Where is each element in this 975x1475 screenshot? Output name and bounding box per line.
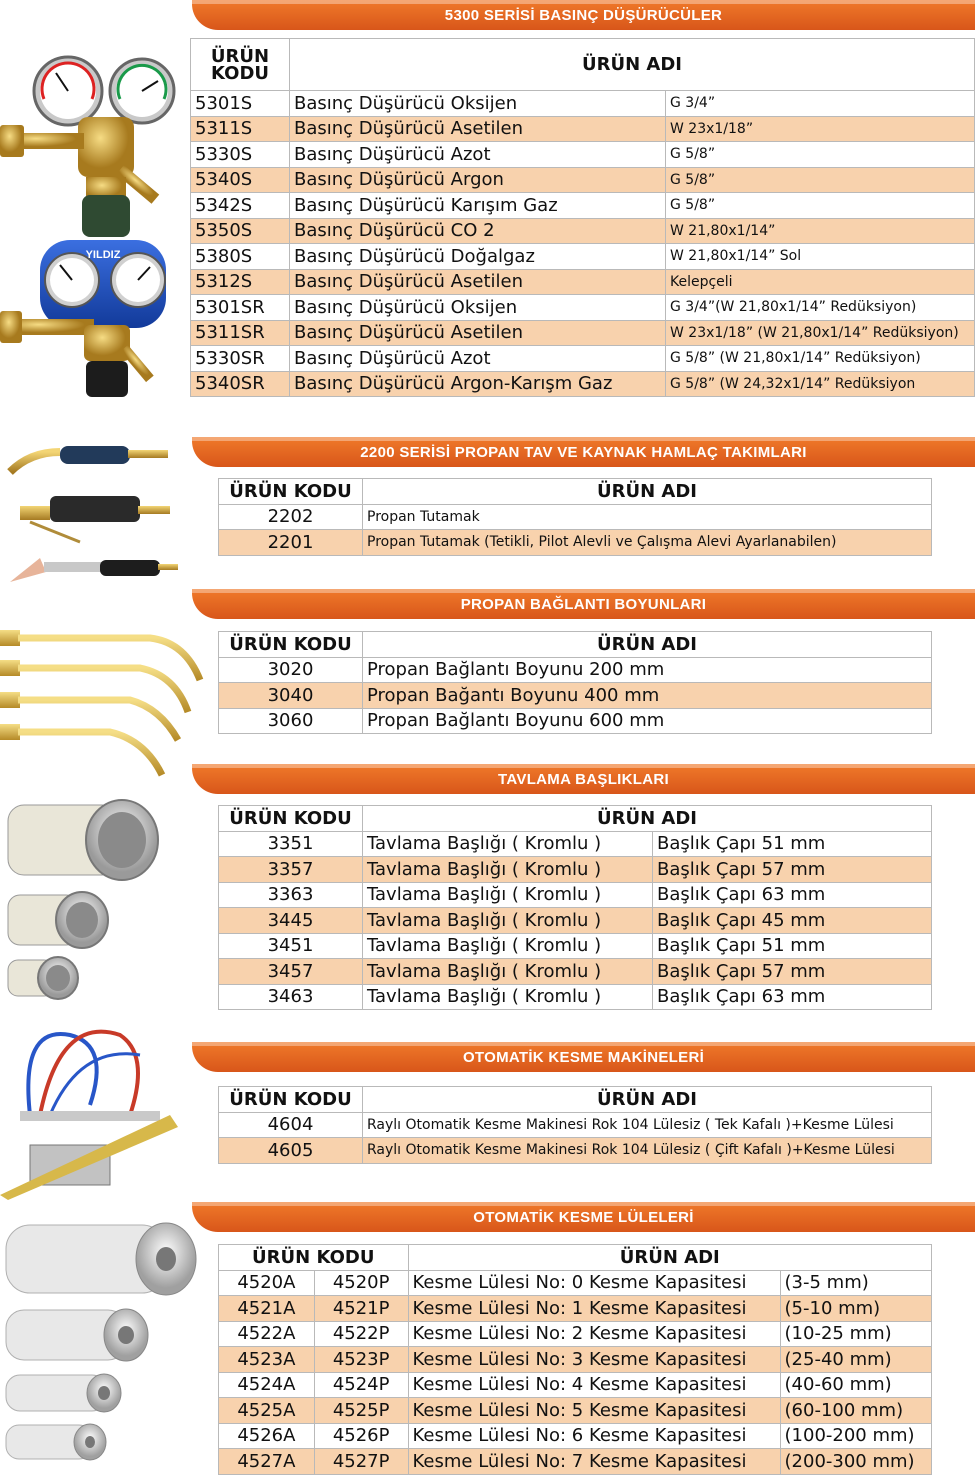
cell-name: Kesme Lülesi No: 2 Kesme Kapasitesi xyxy=(408,1321,780,1347)
cell-name: Basınç Düşürücü Argon xyxy=(290,167,666,193)
cell-spec: Başlık Çapı 51 mm xyxy=(653,831,932,857)
table-row xyxy=(219,1112,932,1138)
cell-spec: Kelepçeli xyxy=(666,269,975,295)
cell-name: Propan Bağlantı Boyunu 600 mm xyxy=(363,708,932,734)
cell-spec: G 5/8” (W 21,80x1/14” Redüksiyon) xyxy=(666,346,975,372)
cell-code: 3060 xyxy=(219,708,363,734)
product-table xyxy=(190,38,975,397)
section-banner xyxy=(192,1042,975,1072)
section-title: PROPAN BAĞLANTI BOYUNLARI xyxy=(460,595,707,613)
column-header-name: ÜRÜN ADI xyxy=(363,1087,932,1113)
cell-spec: (5-10 mm) xyxy=(780,1296,931,1322)
cell-spec: (25-40 mm) xyxy=(780,1347,931,1373)
product-table xyxy=(218,1086,932,1164)
product-table xyxy=(218,1244,932,1475)
cell-code: 3457 xyxy=(219,959,363,985)
cell-name: Basınç Düşürücü Oksijen xyxy=(290,295,666,321)
cell-name: Basınç Düşürücü Doğalgaz xyxy=(290,244,666,270)
heating-head-illustration xyxy=(0,795,170,1005)
cell-code2: 4525P xyxy=(314,1398,408,1424)
section-title: 2200 SERİSİ PROPAN TAV VE KAYNAK HAMLAÇ TAKIMLARI xyxy=(360,443,807,461)
section-title: 5300 SERİSİ BASINÇ DÜŞÜRÜCÜLER xyxy=(444,6,723,24)
cell-spec: G 5/8” xyxy=(666,193,975,219)
cell-name: Basınç Düşürücü Karışım Gaz xyxy=(290,193,666,219)
cell-name: Kesme Lülesi No: 6 Kesme Kapasitesi xyxy=(408,1423,780,1449)
cell-name: Basınç Düşürücü Asetilen xyxy=(290,269,666,295)
cell-name: Tavlama Başlığı ( Kromlu ) xyxy=(363,959,653,985)
cell-code: 4526A xyxy=(219,1423,315,1449)
table-row xyxy=(191,346,975,372)
cell-spec: W 21,80x1/14” Sol xyxy=(666,244,975,270)
cutting-machine-illustration xyxy=(0,1015,185,1200)
table-row xyxy=(191,116,975,142)
table-row xyxy=(219,1138,932,1164)
regulator-brand: YILDIZ xyxy=(85,249,121,261)
cell-spec: G 5/8” xyxy=(666,142,975,168)
cell-name: Kesme Lülesi No: 7 Kesme Kapasitesi xyxy=(408,1449,780,1475)
table-row xyxy=(219,708,932,734)
column-header-name: ÜRÜN ADI xyxy=(408,1245,931,1271)
table-row xyxy=(191,167,975,193)
table-row xyxy=(219,933,932,959)
cell-code: 5301SR xyxy=(191,295,290,321)
cell-code: 3020 xyxy=(219,657,363,683)
cell-code: 3351 xyxy=(219,831,363,857)
cell-spec: Başlık Çapı 45 mm xyxy=(653,908,932,934)
cell-code: 5350S xyxy=(191,218,290,244)
cell-spec: Başlık Çapı 63 mm xyxy=(653,882,932,908)
section-banner xyxy=(192,0,975,30)
table-row xyxy=(219,857,932,883)
section-banner xyxy=(192,764,975,794)
cell-spec: Başlık Çapı 51 mm xyxy=(653,933,932,959)
cell-name: Propan Tutamak xyxy=(363,504,932,530)
cell-code: 2202 xyxy=(219,504,363,530)
cell-spec: (100-200 mm) xyxy=(780,1423,931,1449)
cell-spec: G 3/4”(W 21,80x1/14” Redüksiyon) xyxy=(666,295,975,321)
cell-code: 3463 xyxy=(219,984,363,1010)
cell-name: Kesme Lülesi No: 5 Kesme Kapasitesi xyxy=(408,1398,780,1424)
regulator-illustration xyxy=(0,45,185,415)
cell-name: Basınç Düşürücü Asetilen xyxy=(290,320,666,346)
table-row xyxy=(219,657,932,683)
cell-code2: 4526P xyxy=(314,1423,408,1449)
propane-torch-illustration xyxy=(0,422,185,600)
cell-name: Tavlama Başlığı ( Kromlu ) xyxy=(363,882,653,908)
cell-code: 4525A xyxy=(219,1398,315,1424)
product-table xyxy=(218,631,932,734)
cell-code: 5311S xyxy=(191,116,290,142)
cell-code: 5380S xyxy=(191,244,290,270)
cell-spec: Başlık Çapı 63 mm xyxy=(653,984,932,1010)
table-row xyxy=(219,984,932,1010)
table-row xyxy=(219,683,932,709)
cell-name: Kesme Lülesi No: 4 Kesme Kapasitesi xyxy=(408,1372,780,1398)
column-header-name: ÜRÜN ADI xyxy=(363,806,932,832)
cell-spec: W 23x1/18” xyxy=(666,116,975,142)
cell-name: Tavlama Başlığı ( Kromlu ) xyxy=(363,831,653,857)
cell-spec: (60-100 mm) xyxy=(780,1398,931,1424)
product-table xyxy=(218,478,932,556)
table-row xyxy=(191,295,975,321)
cell-name: Raylı Otomatik Kesme Makinesi Rok 104 Lülesiz ( Çift Kafalı )+Kesme Lülesi xyxy=(363,1138,932,1164)
cell-code: 3451 xyxy=(219,933,363,959)
propane-neck-illustration xyxy=(0,620,215,785)
table-row xyxy=(219,1270,932,1296)
cell-code2: 4524P xyxy=(314,1372,408,1398)
table-row xyxy=(191,142,975,168)
cell-name: Kesme Lülesi No: 3 Kesme Kapasitesi xyxy=(408,1347,780,1373)
table-row xyxy=(219,831,932,857)
table-row xyxy=(219,1449,932,1475)
cell-code: 4520A xyxy=(219,1270,315,1296)
cell-code: 5330SR xyxy=(191,346,290,372)
section-banner xyxy=(192,589,975,619)
section-banner xyxy=(192,437,975,467)
section-banner xyxy=(192,1202,975,1232)
cell-spec: (200-300 mm) xyxy=(780,1449,931,1475)
table-row xyxy=(191,218,975,244)
cell-code: 4604 xyxy=(219,1112,363,1138)
table-row xyxy=(219,1423,932,1449)
table-row xyxy=(219,1372,932,1398)
column-header-code: ÜRÜN KODU xyxy=(219,632,363,658)
cell-code: 5301S xyxy=(191,91,290,117)
cell-name: Basınç Düşürücü CO 2 xyxy=(290,218,666,244)
table-row xyxy=(219,504,932,530)
cell-code: 3040 xyxy=(219,683,363,709)
column-header-code: ÜRÜN KODU xyxy=(219,1087,363,1113)
section-title: TAVLAMA BAŞLIKLARI xyxy=(498,770,669,788)
cutting-nozzle-illustration xyxy=(0,1215,200,1470)
cell-code: 3363 xyxy=(219,882,363,908)
cell-name: Propan Bağantı Boyunu 400 mm xyxy=(363,683,932,709)
table-row xyxy=(191,320,975,346)
cell-name: Tavlama Başlığı ( Kromlu ) xyxy=(363,984,653,1010)
cell-code: 4524A xyxy=(219,1372,315,1398)
cell-code: 4605 xyxy=(219,1138,363,1164)
cell-spec: G 5/8” (W 24,32x1/14” Redüksiyon xyxy=(666,371,975,397)
cell-name: Propan Tutamak (Tetikli, Pilot Alevli ve Çalışma Alevi Ayarlanabilen) xyxy=(363,530,932,556)
cell-name: Tavlama Başlığı ( Kromlu ) xyxy=(363,933,653,959)
table-row xyxy=(191,371,975,397)
column-header-name: ÜRÜN ADI xyxy=(363,632,932,658)
cell-code: 2201 xyxy=(219,530,363,556)
cell-name: Basınç Düşürücü Azot xyxy=(290,346,666,372)
cell-code: 4522A xyxy=(219,1321,315,1347)
table-row xyxy=(191,91,975,117)
column-header-name: ÜRÜN ADI xyxy=(363,479,932,505)
column-header-name: ÜRÜN ADI xyxy=(290,39,975,91)
table-row xyxy=(191,269,975,295)
cell-spec: (10-25 mm) xyxy=(780,1321,931,1347)
table-row xyxy=(219,1296,932,1322)
cell-code: 5330S xyxy=(191,142,290,168)
cell-name: Basınç Düşürücü Oksijen xyxy=(290,91,666,117)
cell-code2: 4521P xyxy=(314,1296,408,1322)
column-header-code: ÜRÜN KODU xyxy=(219,806,363,832)
cell-spec: W 23x1/18” (W 21,80x1/14” Redüksiyon) xyxy=(666,320,975,346)
cell-name: Basınç Düşürücü Argon-Karışm Gaz xyxy=(290,371,666,397)
cell-name: Basınç Düşürücü Asetilen xyxy=(290,116,666,142)
cell-code: 3445 xyxy=(219,908,363,934)
cell-code: 5340SR xyxy=(191,371,290,397)
cell-spec: (3-5 mm) xyxy=(780,1270,931,1296)
cell-code: 4523A xyxy=(219,1347,315,1373)
product-table xyxy=(218,805,932,1010)
cell-spec: (40-60 mm) xyxy=(780,1372,931,1398)
cell-code: 5311SR xyxy=(191,320,290,346)
table-row xyxy=(219,530,932,556)
cell-code2: 4520P xyxy=(314,1270,408,1296)
table-row xyxy=(191,193,975,219)
cell-name: Tavlama Başlığı ( Kromlu ) xyxy=(363,857,653,883)
cell-code: 5340S xyxy=(191,167,290,193)
cell-code: 4521A xyxy=(219,1296,315,1322)
table-row xyxy=(219,882,932,908)
section-title: OTOMATİK KESME MAKİNELERİ xyxy=(462,1048,705,1066)
cell-name: Basınç Düşürücü Azot xyxy=(290,142,666,168)
table-row xyxy=(191,244,975,270)
column-header-code: ÜRÜN KODU xyxy=(219,1245,409,1271)
section-title: OTOMATİK KESME LÜLELERİ xyxy=(473,1208,694,1226)
column-header-code: ÜRÜN KODU xyxy=(219,479,363,505)
table-row xyxy=(219,1398,932,1424)
cell-name: Kesme Lülesi No: 1 Kesme Kapasitesi xyxy=(408,1296,780,1322)
cell-spec: Başlık Çapı 57 mm xyxy=(653,959,932,985)
cell-code2: 4522P xyxy=(314,1321,408,1347)
column-header-code: ÜRÜN KODU xyxy=(191,39,290,91)
cell-code: 5312S xyxy=(191,269,290,295)
cell-spec: Başlık Çapı 57 mm xyxy=(653,857,932,883)
table-row xyxy=(219,959,932,985)
cell-spec: G 3/4” xyxy=(666,91,975,117)
cell-name: Kesme Lülesi No: 0 Kesme Kapasitesi xyxy=(408,1270,780,1296)
table-row xyxy=(219,1347,932,1373)
cell-spec: G 5/8” xyxy=(666,167,975,193)
cell-spec: W 21,80x1/14” xyxy=(666,218,975,244)
cell-code: 5342S xyxy=(191,193,290,219)
table-row xyxy=(219,1321,932,1347)
cell-code2: 4527P xyxy=(314,1449,408,1475)
cell-name: Tavlama Başlığı ( Kromlu ) xyxy=(363,908,653,934)
cell-code: 3357 xyxy=(219,857,363,883)
cell-name: Propan Bağlantı Boyunu 200 mm xyxy=(363,657,932,683)
cell-code: 4527A xyxy=(219,1449,315,1475)
table-row xyxy=(219,908,932,934)
cell-code2: 4523P xyxy=(314,1347,408,1373)
cell-name: Raylı Otomatik Kesme Makinesi Rok 104 Lülesiz ( Tek Kafalı )+Kesme Lülesi xyxy=(363,1112,932,1138)
